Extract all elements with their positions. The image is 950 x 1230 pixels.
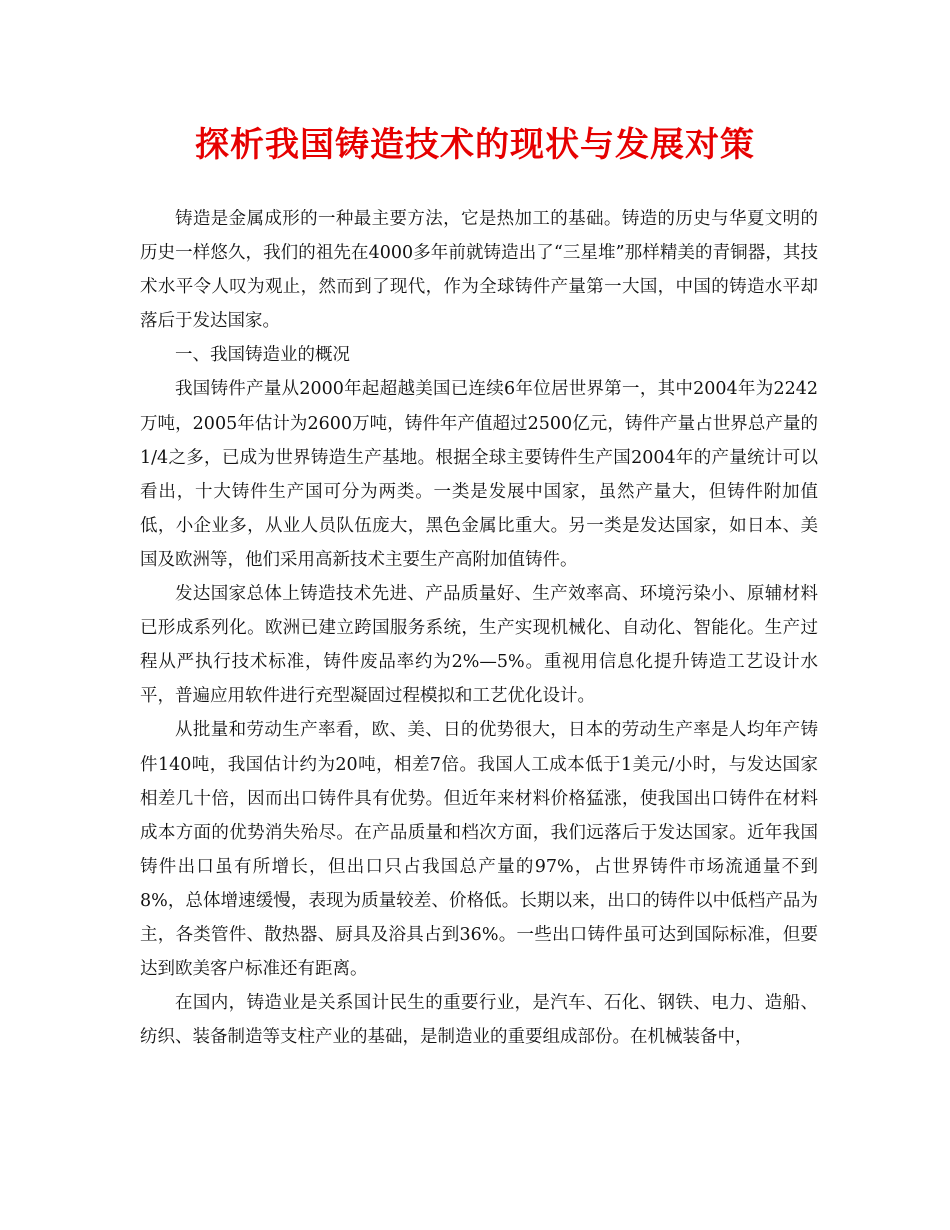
section-heading-overview: 一、我国铸造业的概况 (175, 345, 350, 366)
paragraph-intro: 铸造是金属成形的一种最主要方法，它是热加工的基础。铸造的历史与华夏文明的历史一样悠久，我们的祖先在4000多年前就铸造出了“三星堆”那样精美的青铜器，其技术水平令人叹为观止，然而到了现代，作为全球铸件产量第一大国，中国的铸造水平却落后于发达国家。 (140, 209, 818, 332)
paragraph-developed-countries: 发达国家总体上铸造技术先进、产品质量好、生产效率高、环境污染小、原辅材料已形成系列化。欧洲已建立跨国服务系统，生产实现机械化、自动化、智能化。生产过程从严执行技术标准，铸件废品率约为2%—5%。重视用信息化提升铸造工艺设计水平，普遍应用软件进行充型凝固过程模拟和工艺优化设计。 (140, 584, 818, 707)
paragraph-productivity: 从批量和劳动生产率看，欧、美、日的优势很大，日本的劳动生产率是人均年产铸件140吨，我国估计约为20吨，相差7倍。我国人工成本低于1美元/小时，与发达国家相差几十倍，因而出口铸件具有优势。但近年来材料价格猛涨，使我国出口铸件在材料成本方面的优势消失殆尽。在产品质量和档次方面，我们远落后于发达国家。近年我国铸件出口虽有所增长，但出口只占我国总产量的97%，占世界铸件市场流通量不到8%，总体增速缓慢，表现为质量较差、价格低。长期以来，出口的铸件以中低档产品为主，各类管件、散热器、厨具及浴具占到36%。一些出口铸件虽可达到国际标准，但要达到欧美客户标准还有距离。 (140, 720, 818, 980)
paragraph-domestic: 在国内，铸造业是关系国计民生的重要行业，是汽车、石化、钢铁、电力、造船、纺织、装备制造等支柱产业的基础，是制造业的重要组成部份。在机械装备中， (140, 993, 818, 1048)
paragraph-production: 我国铸件产量从2000年起超越美国已连续6年位居世界第一，其中2004年为2242万吨，2005年估计为2600万吨，铸件年产值超过2500亿元，铸件产量占世界总产量的1/4之多，已成为世界铸造生产基地。根据全球主要铸件生产国2004年的产量统计可以看出，十大铸件生产国可分为两类。一类是发展中国家，虽然产量大，但铸件附加值低，小企业多，从业人员队伍庞大，黑色金属比重大。另一类是发达国家，如日本、美国及欧洲等，他们采用高新技术主要生产高附加值铸件。 (140, 379, 818, 570)
document-title: 探析我国铸造技术的现状与发展对策 (195, 125, 755, 165)
document-body (140, 202, 818, 1054)
